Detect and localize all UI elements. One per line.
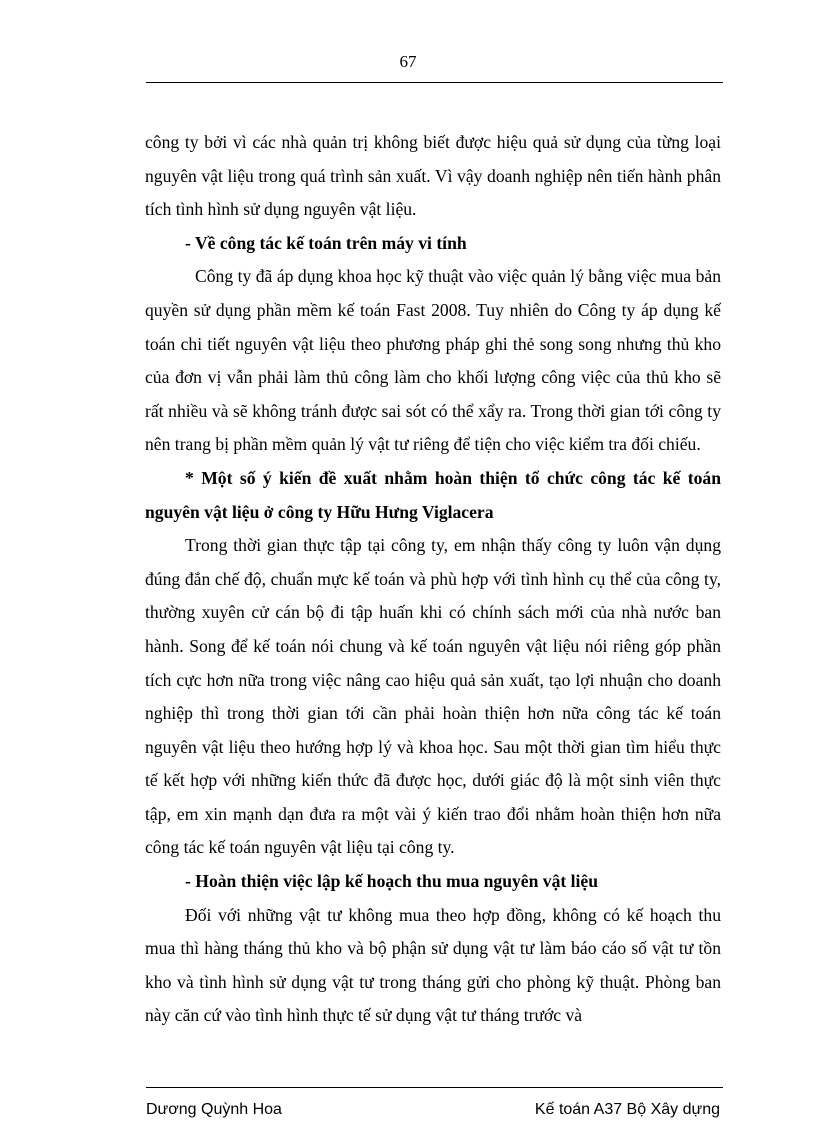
header-rule [146, 82, 723, 83]
paragraph-software: Công ty đã áp dụng khoa học kỹ thuật vào việc quản lý bằng việc mua bản quyền sử dụng phần mềm kế toán Fast 2008. Tuy nhiên do Công ty áp dụng kế toán chi tiết nguyên vật liệu theo phương pháp ghi thẻ song song nhưng thủ kho của đơn vị vẫn phải làm thủ công làm cho khối lượng công việc của thủ kho sẽ rất nhiều và sẽ không tránh được sai sót có thể xẩy ra. Trong thời gian tới công ty nên trang bị phần mềm quản lý vật tư riêng để tiện cho việc kiểm tra đối chiếu. [145, 266, 721, 455]
section-heading-proposals: * Một số ý kiến đề xuất nhằm hoàn thiện tổ chức công tác kế toán nguyên vật liệu ở công ty Hữu Hưng Viglacera [145, 467, 721, 522]
page-number: 67 [399, 52, 417, 71]
footer-course: Kế toán A37 Bộ Xây dựng [534, 1101, 720, 1118]
section-heading-purchasing-plan: - Hoàn thiện việc lập kế hoạch thu mua nguyên vật liệu [185, 871, 599, 892]
paragraph-internship: Trong thời gian thực tập tại công ty, em nhận thấy công ty luôn vận dụng đúng đắn chế độ, chuẩn mực kế toán và phù hợp với tình hình cụ thể của công ty, thường xuyên cử cán bộ đi tập huấn khi có chính sách mới của nhà nước ban hành. Song để kế toán nói chung và kế toán nguyên vật liệu nói riêng góp phần tích cực hơn nữa trong việc nâng cao hiệu quả sản xuất, tạo lợi nhuận cho doanh nghiệp thì trong thời gian tới cần phải hoàn thiện hơn nữa công tác kế toán nguyên vật liệu theo hướng hợp lý và khoa học. Sau một thời gian tìm hiểu thực tế kết hợp với những kiến thức đã được học, dưới giác độ là một sinh viên thực tập, em xin mạnh dạn đưa ra một vài ý kiến trao đổi nhằm hoàn thiện hơn nữa công tác kế toán nguyên vật liệu tại công ty. [145, 535, 721, 858]
document-body [145, 126, 721, 1033]
paragraph-continuation: công ty bởi vì các nhà quản trị không biết được hiệu quả sử dụng của từng loại nguyên vật liệu trong quá trình sản xuất. Vì vậy doanh nghiệp nên tiến hành phân tích tình hình sử dụng nguyên vật liệu. [145, 132, 721, 220]
footer-author: Dương Quỳnh Hoa [146, 1101, 282, 1118]
paragraph-materials: Đối với những vật tư không mua theo hợp đồng, không có kế hoạch thu mua thì hàng tháng thủ kho và bộ phận sử dụng vật tư làm báo cáo số vật tư tồn kho và tình hình sử dụng vật tư trong tháng gửi cho phòng kỹ thuật. Phòng ban này căn cứ vào tình hình thực tế sử dụng vật tư tháng trước và [145, 904, 721, 1026]
section-heading-computer-accounting: - Về công tác kế toán trên máy vi tính [185, 232, 467, 253]
footer-rule [146, 1087, 723, 1088]
